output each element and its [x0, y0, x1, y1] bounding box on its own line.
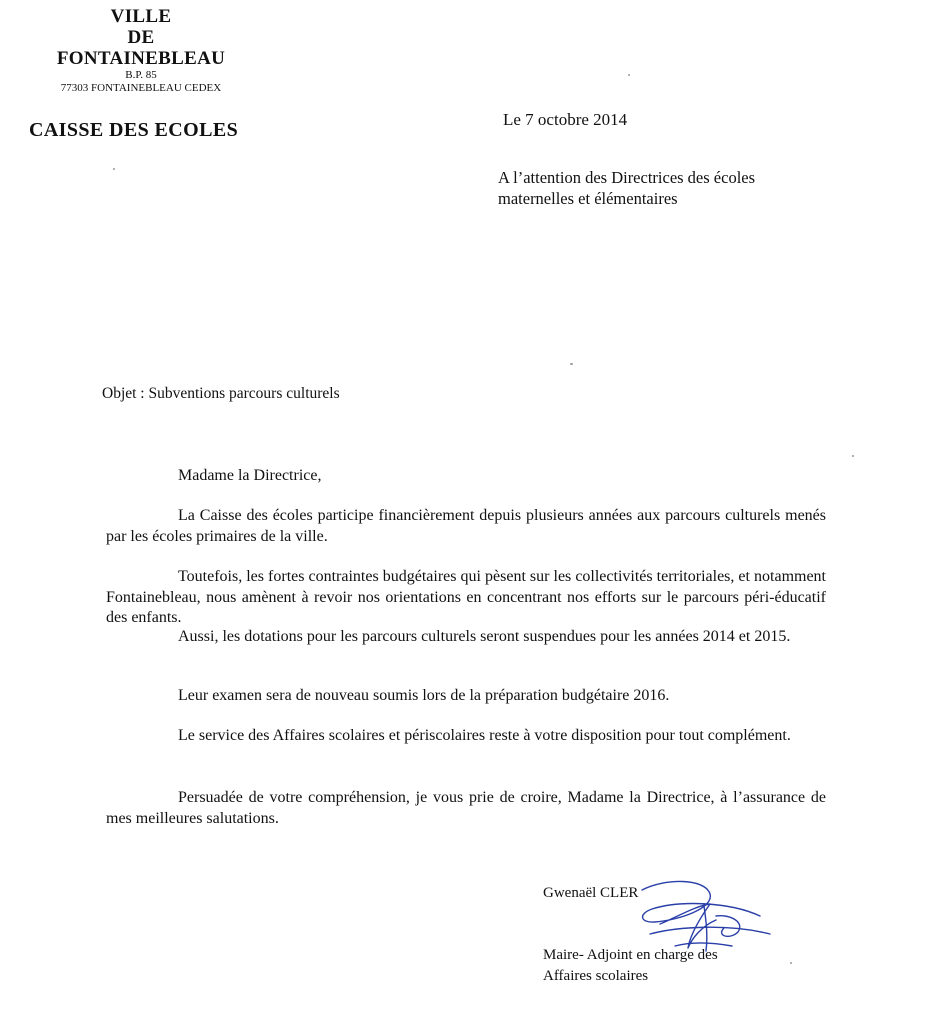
body-paragraph-1: La Caisse des écoles participe financièrement depuis plusieurs années aux parcours culturels menés par les écoles primaires de la ville.	[106, 507, 826, 545]
recipient-block	[498, 167, 755, 209]
scan-speck	[852, 455, 854, 457]
body-paragraph-6: Persuadée de votre compréhension, je vous prie de croire, Madame la Directrice, à l’assurance de mes meilleures salutations.	[106, 789, 826, 827]
signatory-title-line-1: Maire- Adjoint en charge des	[543, 947, 718, 963]
sender-organization: CAISSE DES ECOLES	[29, 119, 239, 141]
scan-speck	[570, 363, 573, 365]
body-paragraph-3: Aussi, les dotations pour les parcours culturels seront suspendues pour les années 2014 et 2015.	[178, 628, 791, 645]
letter-date: Le 7 octobre 2014	[503, 110, 628, 129]
recipient-line-1: A l’attention des Directrices des écoles	[498, 168, 756, 187]
sender-block	[30, 6, 252, 95]
signatory-title-line-2: Affaires scolaires	[543, 968, 649, 984]
handwritten-signature	[620, 876, 780, 971]
sender-address: 77303 FONTAINEBLEAU CEDEX	[60, 82, 222, 94]
scan-speck	[790, 962, 792, 964]
sender-line-de: DE	[127, 27, 155, 48]
body-paragraph-4: Leur examen sera de nouveau soumis lors de la préparation budgétaire 2016.	[178, 687, 670, 704]
salutation: Madame la Directrice,	[178, 467, 322, 484]
letter-subject: Objet : Subventions parcours culturels	[102, 385, 340, 402]
sender-po-box: B.P. 85	[125, 69, 157, 81]
sender-line-city: FONTAINEBLEAU	[56, 48, 226, 69]
scan-speck	[628, 74, 630, 76]
body-paragraph-5: Le service des Affaires scolaires et périscolaires reste à votre disposition pour tout complément.	[178, 727, 791, 744]
scan-speck	[113, 168, 115, 170]
sender-line-ville: VILLE	[110, 6, 172, 27]
signatory-name: Gwenaël CLER	[543, 885, 639, 901]
body-paragraph-2: Toutefois, les fortes contraintes budgétaires qui pèsent sur les collectivités territoriales, et notamment Fontainebleau, nous amènent à revoir nos orientations en concentrant nos efforts sur le parcours péri-éducatif des enfants.	[106, 568, 826, 626]
recipient-line-2: maternelles et élémentaires	[498, 189, 678, 208]
